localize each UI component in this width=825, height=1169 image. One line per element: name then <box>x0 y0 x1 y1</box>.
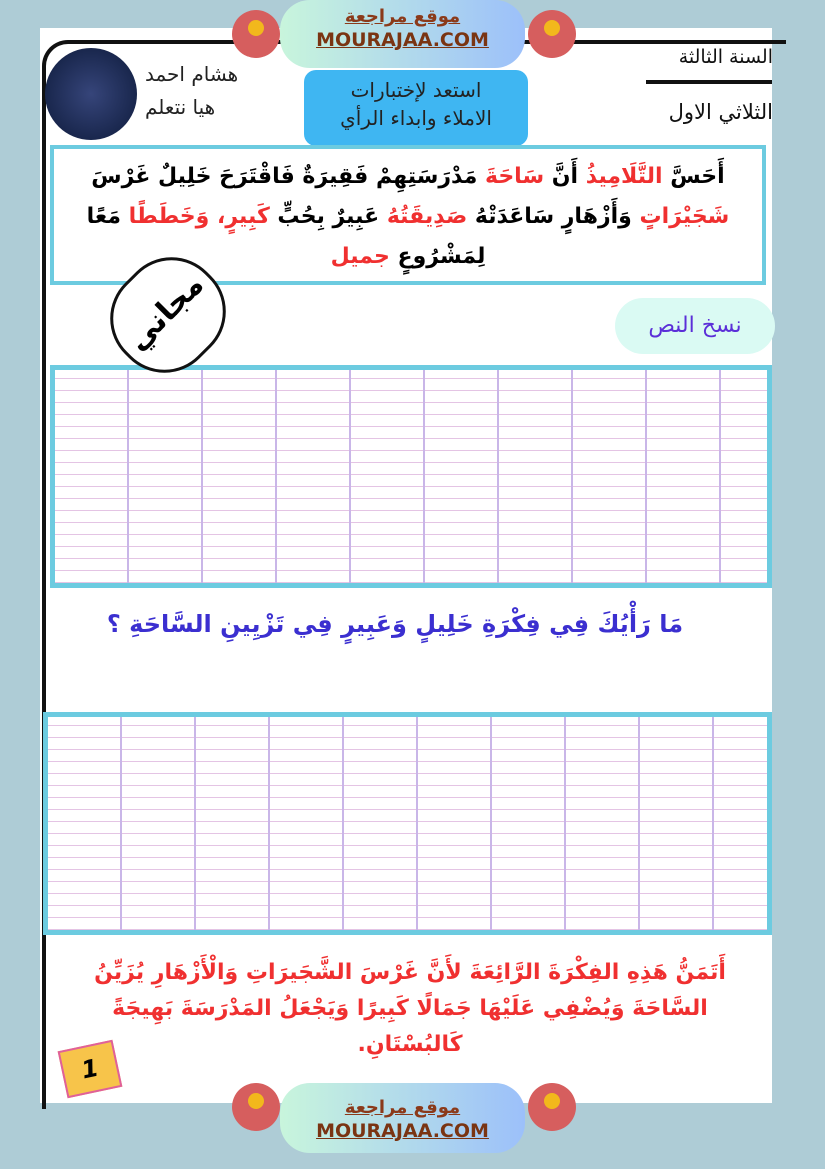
level-label: السنة الثالثة <box>678 46 773 68</box>
writing-grid-answer[interactable] <box>43 712 772 935</box>
free-stamp: مجاني <box>90 237 247 394</box>
channel-name: هيا نتعلم <box>145 95 216 119</box>
page-number: 1 <box>58 1040 123 1099</box>
passage-word: مَعًا لِمَشْرُوعٍ <box>86 204 486 269</box>
passage-word: صَدِيقَتُهُ <box>379 204 468 229</box>
site-logo-icon <box>528 10 576 58</box>
watermark-arabic: موقع مراجعة <box>344 6 461 27</box>
passage-word: التَّلَامِيذُ <box>578 164 663 189</box>
writing-grid-copy[interactable] <box>50 365 772 588</box>
site-logo-icon <box>232 10 280 58</box>
term-label: الثلاثي الاول <box>668 100 773 124</box>
passage-word: جميل <box>330 244 390 269</box>
passage-word: عَبِيرٌ بِحُبٍّ <box>269 204 380 229</box>
passage-word: شَجَيْرَاتٍ <box>631 204 730 229</box>
passage-word: مَدْرَسَتِهِمْ فَقِيرَةٌ فَاقْتَرَحَ خَلِيلٌ غَرْسَ <box>91 164 478 189</box>
passage-word: وَأَزْهَارٍ سَاعَدَتْهُ <box>467 204 632 229</box>
copy-text-label: نسخ النص <box>615 298 775 354</box>
author-avatar <box>45 48 137 140</box>
watermark-top[interactable] <box>280 0 525 68</box>
passage-word: أَنَّ <box>544 164 579 189</box>
passage-word: أَحَسَّ <box>662 164 725 189</box>
title-box <box>304 70 528 146</box>
passage-word: كَبِيرٍ، وَخَطَطًا <box>120 204 270 229</box>
site-logo-icon <box>528 1083 576 1131</box>
watermark-site: MOURAJAA.COM <box>316 29 489 51</box>
divider <box>646 80 772 84</box>
watermark-arabic: موقع مراجعة <box>344 1097 461 1118</box>
title-line2: الاملاء وابداء الرأي <box>340 106 492 130</box>
title-line1: استعد لإختبارات <box>350 78 482 102</box>
site-logo-icon <box>232 1083 280 1131</box>
passage-word: سَاحَةَ <box>477 164 545 189</box>
watermark-bottom[interactable] <box>280 1083 525 1153</box>
watermark-site: MOURAJAA.COM <box>316 1120 489 1142</box>
author-name: هشام احمد <box>145 62 239 86</box>
model-answer: أَتَمَنُّ هَذِهِ الفِكْرَةَ الرَّائِعَةَ لأَنَّ غَرْسَ الشَّجَيرَاتِ وَالْأَزْهَارِ يُزَيِّنُ السَّاحَةَ وَيُضْفِي عَلَيْهَا جَمَالًا كَبِيرًا وَيَجْعَلُ المَدْرَسَةَ بَهِيجَةً كَالبُسْتَانِ. <box>94 960 726 1057</box>
question: مَا رَأْيُكَ فِي فِكْرَةِ خَلِيلٍ وَعَبِيرٍ فِي تَزْيِينِ السَّاحَةِ ؟ <box>106 610 684 638</box>
